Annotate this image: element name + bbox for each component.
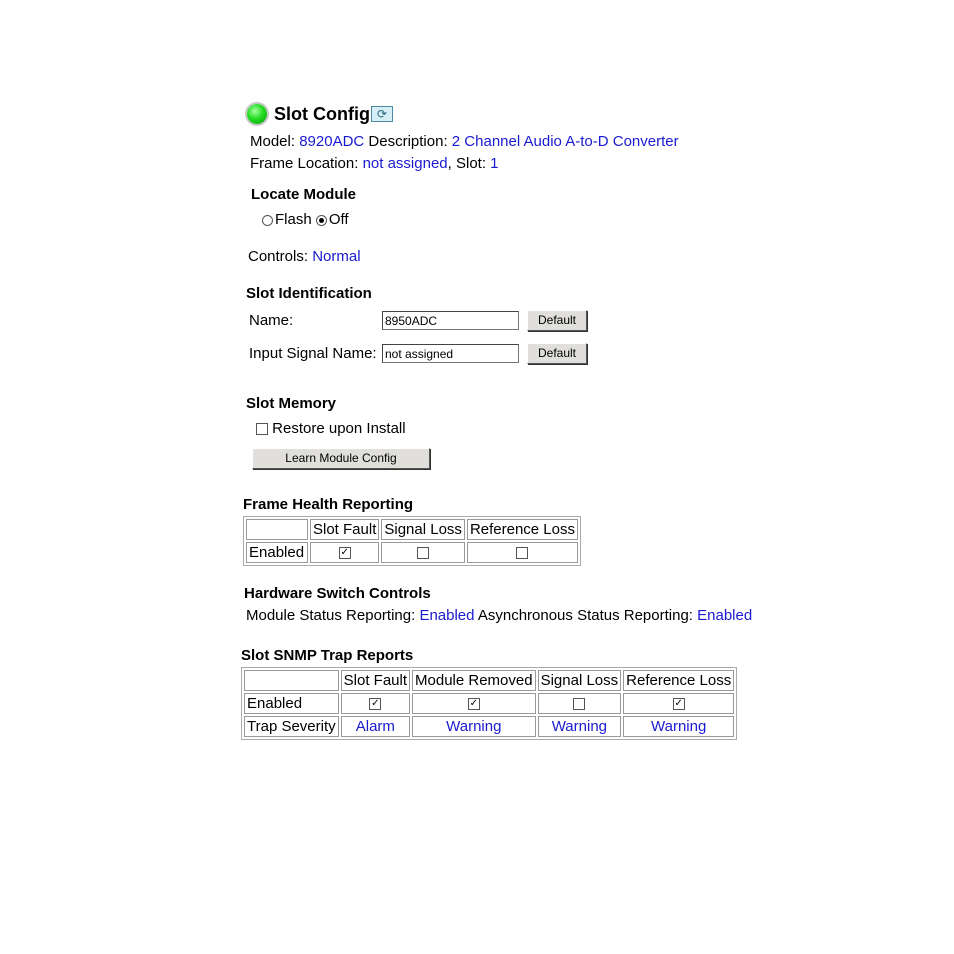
- async-status-link[interactable]: Enabled: [697, 607, 753, 624]
- off-radio[interactable]: Off: [316, 211, 349, 228]
- table-header-row: [244, 670, 734, 691]
- name-default-button[interactable]: Default: [527, 310, 587, 331]
- slot-fault-checkbox[interactable]: ✓: [340, 547, 349, 559]
- learn-module-config-button[interactable]: Learn Module Config: [252, 448, 430, 469]
- name-label: Name:: [249, 312, 294, 329]
- row-label: Enabled: [246, 542, 308, 563]
- column-header: Reference Loss: [623, 670, 734, 691]
- slot-link[interactable]: 1: [490, 155, 499, 172]
- snmp-signal-loss-checkbox[interactable]: [573, 698, 585, 710]
- restore-checkbox-row[interactable]: Restore upon Install: [256, 420, 406, 437]
- snmp-reference-loss-checkbox[interactable]: ✓: [674, 698, 683, 710]
- frame-health-table: [243, 516, 581, 566]
- hardware-switch-heading: Hardware Switch Controls: [244, 585, 431, 602]
- row-label: Enabled: [244, 693, 339, 714]
- snmp-table: [241, 667, 737, 740]
- radio-selected-icon[interactable]: [316, 215, 327, 226]
- column-header: Slot Fault: [310, 519, 379, 540]
- reference-loss-severity-link[interactable]: Warning: [651, 718, 707, 735]
- snmp-slot-fault-checkbox[interactable]: ✓: [371, 698, 380, 710]
- frame-location-line: Frame Location: not assigned, Slot: 1: [250, 155, 499, 172]
- module-removed-severity-link[interactable]: Warning: [446, 718, 502, 735]
- frame-location-link[interactable]: not assigned: [362, 155, 448, 172]
- slot-memory-heading: Slot Memory: [246, 395, 337, 412]
- slot-fault-severity-link[interactable]: Alarm: [355, 718, 395, 735]
- table-row: [246, 542, 578, 563]
- signal-loss-checkbox[interactable]: [417, 547, 429, 559]
- table-row: [244, 693, 734, 714]
- input-signal-label: Input Signal Name:: [249, 345, 377, 362]
- locate-module-options: [262, 211, 349, 228]
- snmp-heading: Slot SNMP Trap Reports: [241, 647, 414, 664]
- column-header: Slot Fault: [341, 670, 410, 691]
- table-header-row: [246, 519, 578, 540]
- page-title: Slot Config: [274, 104, 370, 124]
- table-row: [244, 716, 734, 737]
- row-label: Trap Severity: [244, 716, 339, 737]
- locate-module-heading: Locate Module: [251, 186, 357, 203]
- radio-icon[interactable]: [262, 215, 273, 226]
- description-link[interactable]: 2 Channel Audio A-to-D Converter: [451, 133, 679, 150]
- snmp-module-removed-checkbox[interactable]: ✓: [469, 698, 478, 710]
- slot-identification-heading: Slot Identification: [246, 285, 372, 302]
- model-link[interactable]: 8920ADC: [299, 133, 365, 150]
- input-signal-default-button[interactable]: Default: [527, 343, 587, 364]
- signal-loss-severity-link[interactable]: Warning: [551, 718, 608, 735]
- reference-loss-checkbox[interactable]: [516, 547, 528, 559]
- controls-line: Controls: Normal: [248, 248, 361, 265]
- column-header: Signal Loss: [538, 670, 622, 691]
- refresh-icon[interactable]: ⟳: [371, 106, 393, 122]
- column-header: Reference Loss: [467, 519, 578, 540]
- module-status-link[interactable]: Enabled: [419, 607, 475, 624]
- column-header: Signal Loss: [381, 519, 465, 540]
- status-led-icon: [247, 104, 267, 124]
- controls-link[interactable]: Normal: [312, 248, 361, 265]
- name-input[interactable]: [382, 311, 519, 330]
- model-line: Model: 8920ADC Description: 2 Channel Audio A-to-D Converter: [250, 133, 679, 150]
- flash-radio[interactable]: Flash: [262, 211, 312, 228]
- frame-health-heading: Frame Health Reporting: [243, 496, 414, 513]
- restore-checkbox[interactable]: [256, 423, 268, 435]
- input-signal-input[interactable]: [382, 344, 519, 363]
- hardware-switch-line: Module Status Reporting: Enabled Asynchronous Status Reporting: Enabled: [246, 607, 753, 624]
- column-header: Module Removed: [412, 670, 536, 691]
